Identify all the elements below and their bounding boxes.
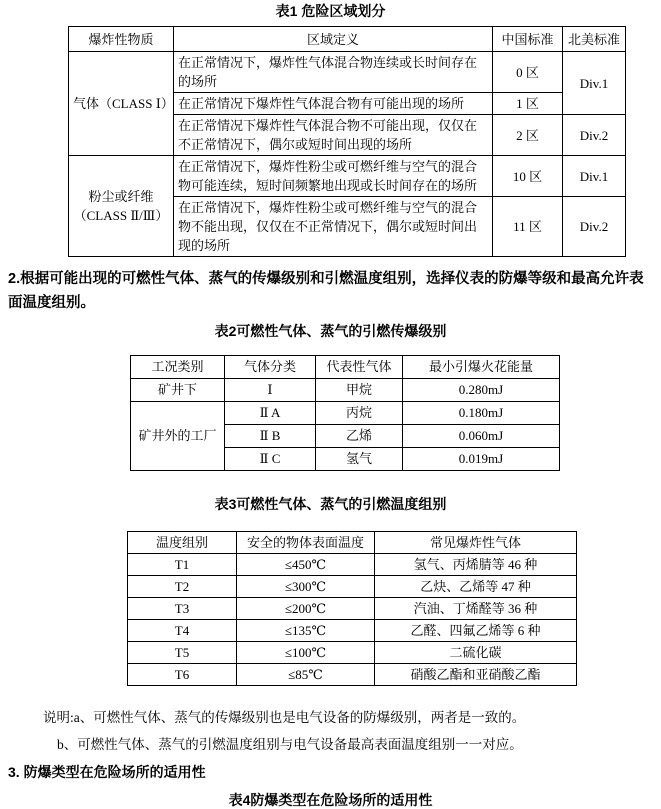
table3-header-common-gases: 常见爆炸性气体 <box>375 532 577 554</box>
table1-cell-china-zone: 0 区 <box>493 52 563 93</box>
note-line-b: b、可燃性气体、蒸气的引燃温度组别与电气设备最高表面温度组别一一对应。 <box>57 737 523 752</box>
table3-cell-group: T6 <box>128 664 237 686</box>
table3-cell-temp: ≤85℃ <box>237 664 375 686</box>
table1-cell-definition: 在正常情况下爆炸性气体混合物有可能出现的场所 <box>174 93 493 115</box>
table1-cell-substance-dust: 粉尘或纤维（CLASS Ⅱ/Ⅲ） <box>69 156 174 257</box>
table2-cell-gas: 乙烯 <box>316 425 403 448</box>
table3-header-safe-temp: 安全的物体表面温度 <box>237 532 375 554</box>
table2-header-representative-gas: 代表性气体 <box>316 356 403 379</box>
table1-header-row <box>69 27 626 52</box>
table1-cell-na-division: Div.1 <box>563 52 626 115</box>
table2-row <box>131 379 560 402</box>
table2-cell-energy: 0.019mJ <box>403 448 560 471</box>
table2-header-min-energy: 最小引爆火花能量 <box>403 356 560 379</box>
table3-cell-group: T5 <box>128 642 237 664</box>
table3-row <box>128 576 577 598</box>
table1-cell-na-division: Div.2 <box>563 197 626 257</box>
table2-header-row <box>131 356 560 379</box>
table3-cell-gases: 二硫化碳 <box>375 642 577 664</box>
table3-caption: 表3可燃性气体、蒸气的引燃温度组别 <box>214 496 447 512</box>
table4-caption: 表4防爆类型在危险场所的适用性 <box>228 792 433 808</box>
table3-cell-gases: 汽油、丁烯醛等 36 种 <box>375 598 577 620</box>
table1-cell-na-division: Div.2 <box>563 115 626 156</box>
table3-header-temp-group: 温度组别 <box>128 532 237 554</box>
table2-cell-gas: 甲烷 <box>316 379 403 402</box>
table1-cell-china-zone: 11 区 <box>493 197 563 257</box>
table3-row <box>128 598 577 620</box>
table2-cell-gas: 氢气 <box>316 448 403 471</box>
table2-cell-category: 矿井外的工厂 <box>131 402 225 471</box>
table1 <box>68 26 626 257</box>
table3-row <box>128 554 577 576</box>
table3-cell-gases: 氢气、丙烯腈等 46 种 <box>375 554 577 576</box>
table3-cell-gases: 乙炔、乙烯等 47 种 <box>375 576 577 598</box>
table1-cell-definition: 在正常情况下，爆炸性粉尘或可燃纤维与空气的混合物可能连续，短时间频繁地出现或长时间存在的场所 <box>174 156 493 197</box>
table3-cell-group: T4 <box>128 620 237 642</box>
table2-cell-energy: 0.180mJ <box>403 402 560 425</box>
table3 <box>127 531 577 686</box>
table1-header-substance: 爆炸性物质 <box>69 27 174 52</box>
table1-caption: 表1 危险区域划分 <box>275 3 386 19</box>
table3-cell-group: T2 <box>128 576 237 598</box>
table2-cell-category: 矿井下 <box>131 379 225 402</box>
table3-row <box>128 664 577 686</box>
table1-cell-definition: 在正常情况下，爆炸性气体混合物连续或长时间存在的场所 <box>174 52 493 93</box>
section-3-heading: 3. 防爆类型在危险场所的适用性 <box>8 764 206 780</box>
table3-cell-temp: ≤135℃ <box>237 620 375 642</box>
table2 <box>130 355 560 471</box>
table1-row <box>69 52 626 93</box>
table1-header-china-standard: 中国标准 <box>493 27 563 52</box>
table3-cell-group: T1 <box>128 554 237 576</box>
table1-cell-definition: 在正常情况下爆炸性气体混合物不可能出现，仅仅在不正常情况下，偶尔或短时间出现的场所 <box>174 115 493 156</box>
table1-cell-china-zone: 1 区 <box>493 93 563 115</box>
table2-header-condition: 工况类别 <box>131 356 225 379</box>
table1-header-definition: 区域定义 <box>174 27 493 52</box>
table2-cell-gas-class: Ⅰ <box>225 379 316 402</box>
table3-cell-gases: 乙醛、四氟乙烯等 6 种 <box>375 620 577 642</box>
table3-header-row <box>128 532 577 554</box>
table1-cell-na-division: Div.1 <box>563 156 626 197</box>
table2-caption: 表2可燃性气体、蒸气的引燃传爆级别 <box>214 323 447 339</box>
table3-cell-gases: 硝酸乙酯和亚硝酸乙酯 <box>375 664 577 686</box>
table2-cell-gas-class: Ⅱ A <box>225 402 316 425</box>
table3-row <box>128 642 577 664</box>
table2-cell-energy: 0.060mJ <box>403 425 560 448</box>
table3-cell-temp: ≤300℃ <box>237 576 375 598</box>
table2-row <box>131 402 560 425</box>
table1-cell-definition: 在正常情况下，爆炸性粉尘或可燃纤维与空气的混合物不能出现，仅仅在不正常情况下，偶尔或短时间出现的场所 <box>174 197 493 257</box>
table1-cell-china-zone: 10 区 <box>493 156 563 197</box>
table2-header-gas-class: 气体分类 <box>225 356 316 379</box>
table3-row <box>128 620 577 642</box>
table1-cell-china-zone: 2 区 <box>493 115 563 156</box>
table3-cell-temp: ≤450℃ <box>237 554 375 576</box>
table2-cell-gas: 丙烷 <box>316 402 403 425</box>
table2-cell-gas-class: Ⅱ C <box>225 448 316 471</box>
table1-header-na-standard: 北美标准 <box>563 27 626 52</box>
table2-cell-gas-class: Ⅱ B <box>225 425 316 448</box>
paragraph-2: 2.根据可能出现的可燃性气体、蒸气的传爆级别和引燃温度组别，选择仪表的防爆等级和最高允许表面温度组别。 <box>8 271 644 311</box>
table2-cell-energy: 0.280mJ <box>403 379 560 402</box>
table3-cell-temp: ≤100℃ <box>237 642 375 664</box>
table1-row <box>69 156 626 197</box>
table1-cell-substance-gas: 气体（CLASS Ⅰ） <box>69 52 174 156</box>
table3-cell-group: T3 <box>128 598 237 620</box>
note-line-a: 说明:a、可燃性气体、蒸气的传爆级别也是电气设备的防爆级别，两者是一致的。 <box>43 710 526 725</box>
table3-cell-temp: ≤200℃ <box>237 598 375 620</box>
